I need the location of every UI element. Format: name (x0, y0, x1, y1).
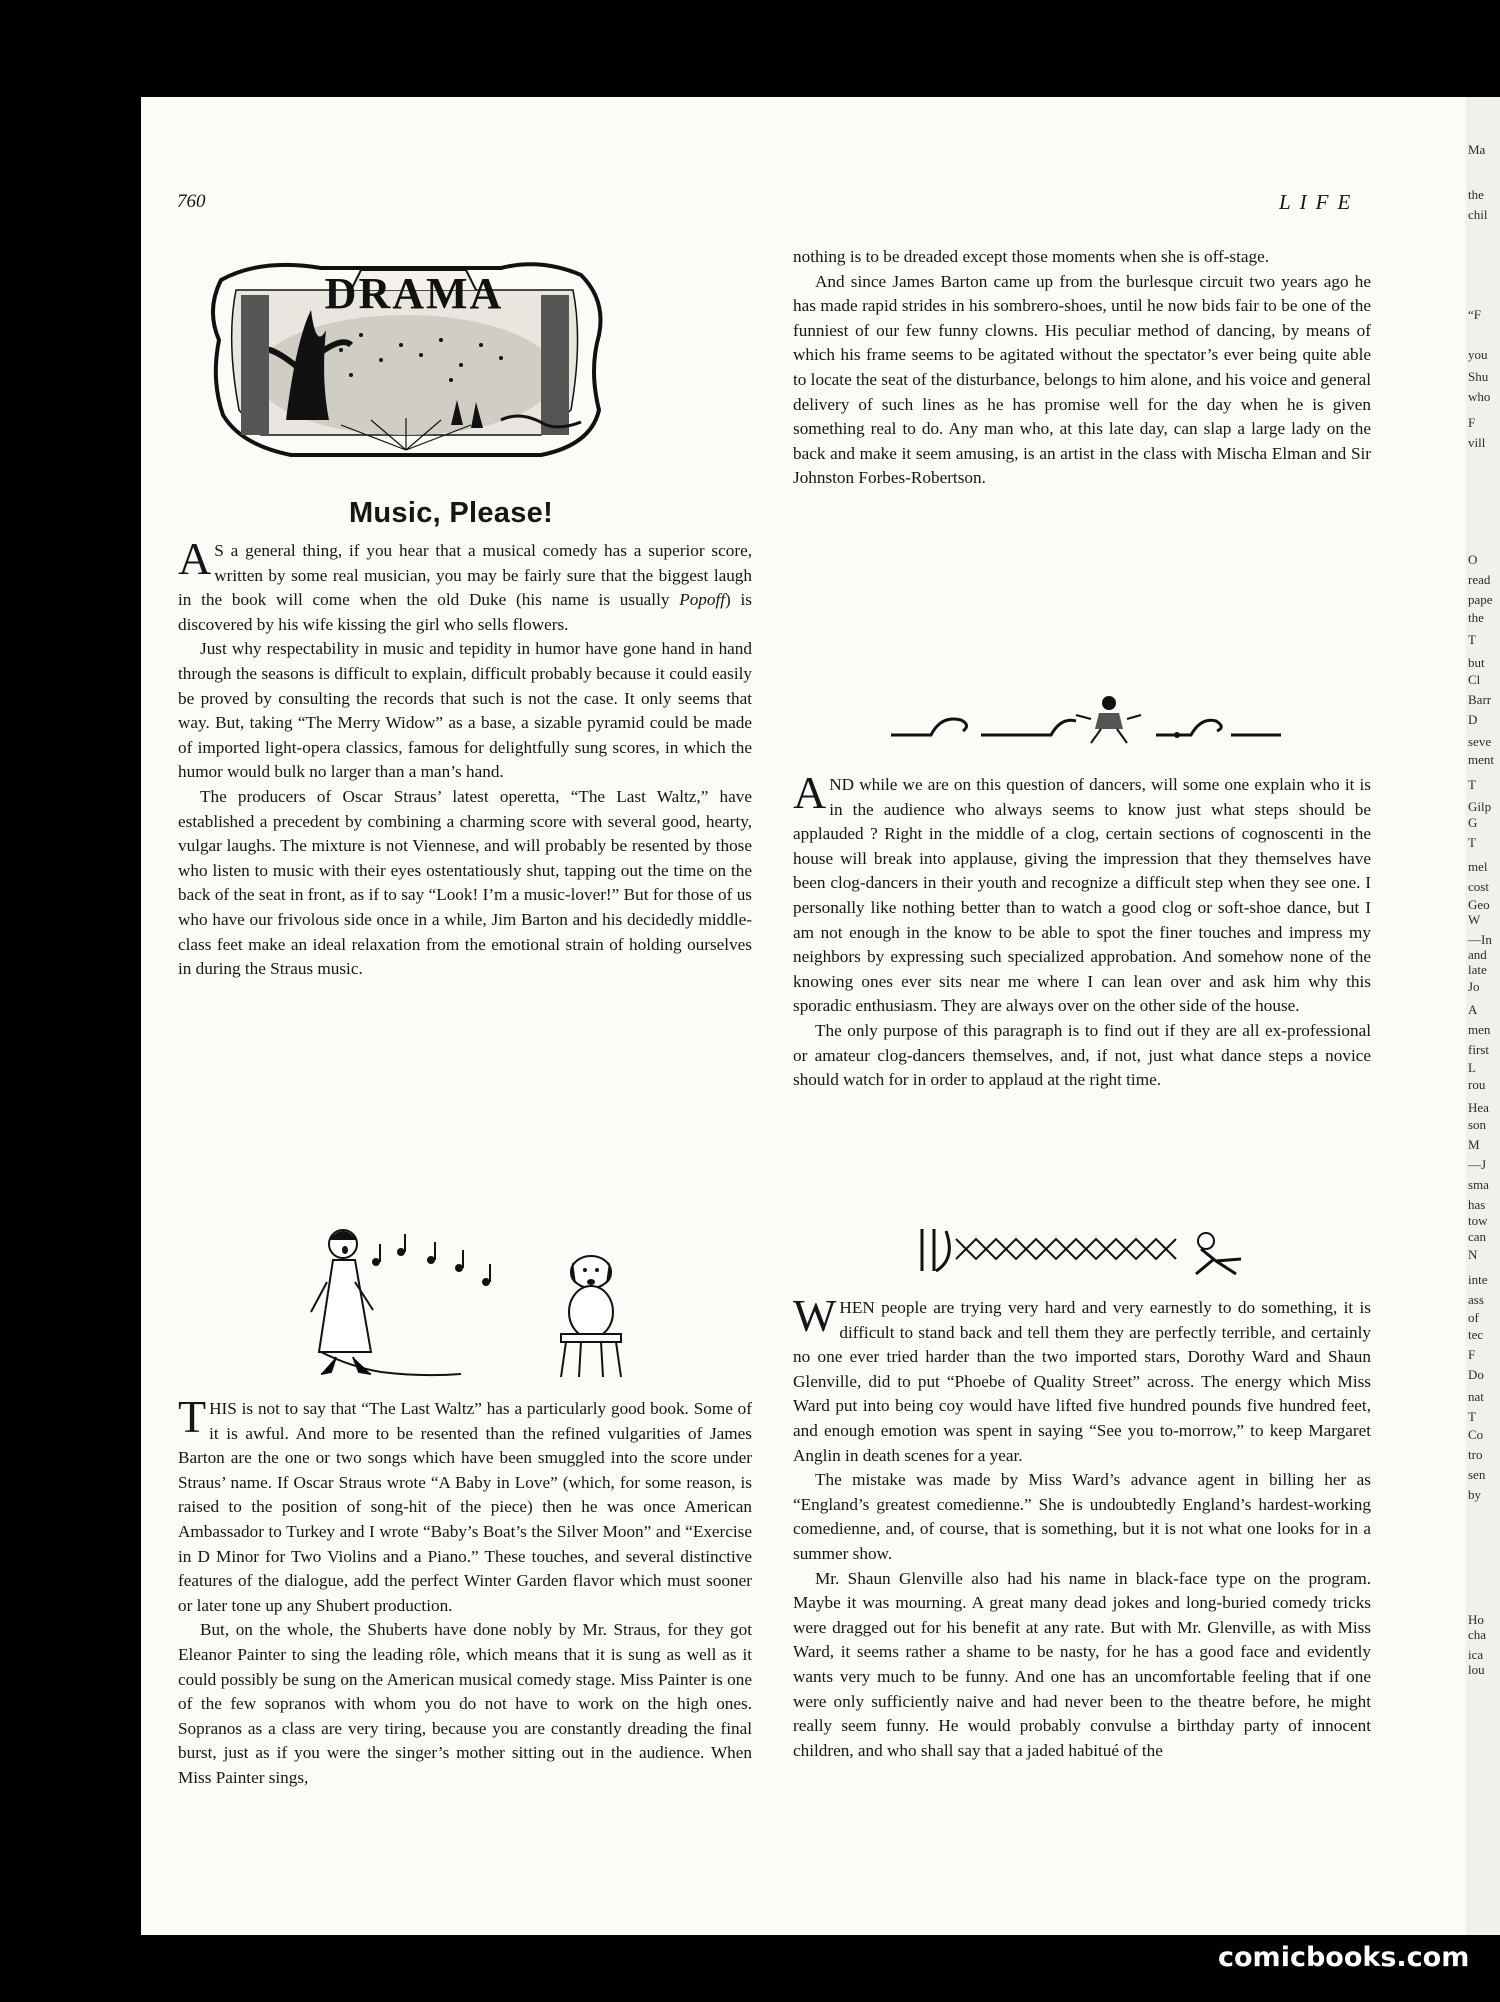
edge-fragment: F (1468, 415, 1476, 430)
edge-fragment: tec (1468, 1327, 1484, 1342)
watermark: comicbooks.com (1218, 1942, 1470, 1973)
edge-fragment: N (1468, 1247, 1478, 1262)
col2-paragraph-6: The mistake was made by Miss Ward’s advance agent in billing her as “England’s greatest comedienne.” She is undoubtedly England’s hardest-working comedienne, and, of course, that is something, but it is not what one looks for in a summer show. (793, 1470, 1371, 1563)
edge-fragment: Gilp (1468, 799, 1492, 814)
edge-fragment: cost (1468, 879, 1489, 894)
edge-fragment: can (1468, 1229, 1487, 1244)
edge-fragment: G (1468, 815, 1478, 830)
edge-fragment: Geo (1468, 897, 1490, 912)
edge-fragment: cha (1468, 1627, 1487, 1642)
edge-fragment: son (1468, 1117, 1487, 1132)
edge-fragment: and (1468, 947, 1487, 962)
edge-fragment: M (1468, 1137, 1480, 1152)
edge-fragment: has (1468, 1197, 1486, 1212)
edge-fragment: the (1468, 610, 1484, 625)
edge-fragment: Ma (1468, 142, 1486, 157)
running-head: LIFE (1279, 190, 1360, 214)
edge-fragment: A (1468, 1002, 1478, 1017)
edge-fragment: T (1468, 777, 1476, 792)
masthead-word: DRAMA (324, 269, 504, 318)
edge-fragment: Co (1468, 1427, 1484, 1442)
col1-paragraph-5: But, on the whole, the Shuberts have done nobly by Mr. Straus, for they got Eleanor Painter to sing the leading rôle, which means that it is sung as well as it could possibly be sung on the American musical comedy stage. Miss Painter is one of the few sopranos with whom you do not have to work on the high ones. Sopranos as a class are very tiring, because you are constantly dreading the final burst, just as if you were the singer’s mother sitting out in the audience. When Miss Painter sings, (178, 1620, 752, 1787)
col2-paragraph-5 (793, 1290, 1371, 1468)
edge-fragment: seve (1468, 734, 1492, 749)
drop-cap: A (793, 767, 827, 818)
emphasis: Popoff (679, 590, 726, 610)
edge-fragment: who (1468, 389, 1491, 404)
drop-cap: T (178, 1391, 207, 1442)
edge-fragment: Ho (1468, 1612, 1484, 1627)
edge-fragment: the (1468, 187, 1484, 202)
right-column (793, 245, 1371, 491)
edge-fragment: —J (1468, 1157, 1487, 1172)
edge-fragment: you (1468, 347, 1488, 362)
edge-fragment: D (1468, 712, 1478, 727)
edge-fragment: ica (1468, 1647, 1484, 1662)
edge-fragment: T (1468, 1409, 1476, 1424)
edge-fragment: vill (1468, 435, 1486, 450)
edge-fragment: read (1468, 572, 1491, 587)
edge-fragment: by (1468, 1487, 1481, 1502)
next-page-edge (1466, 97, 1500, 1935)
right-column-middle (793, 767, 1371, 1093)
edge-fragment: late (1468, 962, 1487, 977)
col2-paragraph-4: The only purpose of this paragraph is to find out if they are all ex-professional or amateur clog-dancers themselves, and, if not, just what dance steps a novice should watch for in order to applaud at the right time. (793, 1020, 1371, 1090)
edge-fragment: inte (1468, 1272, 1488, 1287)
edge-fragment: but (1468, 655, 1485, 670)
singer-and-dog-illustration (291, 1222, 631, 1382)
edge-fragment: “F (1468, 307, 1481, 322)
edge-fragment: ment (1468, 752, 1494, 767)
edge-fragment: —In (1468, 932, 1492, 947)
edge-fragment: Hea (1468, 1100, 1489, 1115)
edge-fragment: rou (1468, 1077, 1486, 1092)
dancer-ornament (891, 695, 1281, 747)
paragraph-text: ND while we are on this question of dancers, will some one explain who it is in the audience who always seems to know just what steps should be applauded ? Right in the middle of a clog, certain sections of cognoscenti in the house will break into applause, giving the impression that they themselves have been clog-dancers in their youth and recognize a difficult step when they see one. I personally like nothing better than to watch a good clog or soft-shoe dance, but I am not enough in the know to be able to spot the finer touches and impress my neighbors by expressing such specialized approbation. And somehow none of the knowing ones ever sits near me where I can lean over and ask him why this sporadic enthusiasm. They are always over on the other side of the house. (793, 775, 1371, 1016)
paragraph-text: HEN people are trying very hard and very earnestly to do something, it is difficult to stand back and tell them they are perfectly terrible, and certainly no one ever tried harder than the two imported stars, Dorothy Ward and Shaun Glenville, did to put “Phoebe of Quality Street” across. The energy which Miss Ward put into being coy would have lifted five hundred pounds five hundred feet, and enough emotion was spent in saying “See you to-morrow,” to keep Margaret Anglin in death scenes for a year. (793, 1298, 1371, 1465)
paragraph-text: HIS is not to say that “The Last Waltz” has a particularly good book. Some of it is awful. And more to be resented than the refined vulgarities of James Barton are the one or two songs which have been smuggled into the score under Straus’ name. If Oscar Straus wrote “A Baby in Love” (which, for some reason, is raised to the position of song-hit of the piece) then he was once American Ambassador to Turkey and I wrote “Baby’s Boat’s the Silver Moon” and “Exercise in D Minor for Two Violins and a Piano.” These touches, and several distinctive features of the dialogue, add the perfect Winter Garden flavor which must sooner or later tone up any Shubert production. (178, 1399, 752, 1615)
col1-paragraph-3: The producers of Oscar Straus’ latest operetta, “The Last Waltz,” have established a precedent by combining a charming score with several good, hearty, vulgar laughs. The mixture is not Viennese, and will probably be resented by those who listen to music with their eyes ostentatiously shut, tapping out the time on the back of the seat in front, as if to say “Look! I’m a music-lover!” But for those of us who have our frivolous side once in a while, Jim Barton and his decidedly middle-class feet make an ideal relaxation from the emotional strain of holding ourselves in during the Straus music. (178, 786, 752, 979)
col2-paragraph-3 (793, 767, 1371, 1019)
edge-fragment: mel (1468, 859, 1488, 874)
edge-fragment: sma (1468, 1177, 1489, 1192)
right-column-lower (793, 1290, 1371, 1763)
left-column-lower (178, 1391, 752, 1791)
drop-cap: W (793, 1290, 837, 1341)
col2-paragraph-2: And since James Barton came up from the burlesque circuit two years ago he has made rapid strides in his sombrero-shoes, until he now bids fair to be one of the funniest of our few funny clowns. His peculiar method of dancing, by means of which his frame seems to be agitated without the spectator’s ever being quite able to locate the seat of the disturbance, belongs to him alone, and his voice and general delivery of such lines as he has promise well for the day when he is given something real to do. Any man who, at this late day, can slap a large lady on the back and make it seem amusing, is an artist in the class with Mischa Elman and Sir Johnston Forbes-Robertson. (793, 271, 1371, 488)
paragraph-text: S a general thing, if you hear that a musical comedy has a superior score, written by some real musician, you may be fairly sure that the biggest laugh in the book will come when the old Duke (his name is usually Popoff) is discovered by his wife kissing the girl who sells flowers. (178, 541, 753, 634)
left-column (178, 533, 753, 982)
col1-paragraph-4 (178, 1391, 752, 1618)
edge-fragment: ass (1468, 1292, 1484, 1307)
edge-fragment: Shu (1468, 369, 1489, 384)
edge-fragment: Jo (1468, 979, 1480, 994)
edge-fragment: chil (1468, 207, 1488, 222)
edge-fragment: T (1468, 835, 1476, 850)
edge-fragment: O (1468, 552, 1478, 567)
edge-fragment: first (1468, 1042, 1489, 1057)
edge-fragment: Cl (1468, 672, 1481, 687)
edge-fragment: pape (1468, 592, 1493, 607)
drama-masthead-illustration (201, 250, 606, 465)
edge-fragment: tow (1468, 1213, 1488, 1228)
edge-fragment: Barr (1468, 692, 1492, 707)
article-title: Music, Please! (348, 497, 554, 529)
edge-fragment: lou (1468, 1662, 1485, 1677)
col2-paragraph-1: nothing is to be dreaded except those moments when she is off-stage. (793, 247, 1270, 266)
scissor-arm-ornament (916, 1219, 1256, 1281)
edge-fragment: F (1468, 1347, 1476, 1362)
edge-fragment: sen (1468, 1467, 1486, 1482)
col1-paragraph-1 (178, 533, 753, 637)
edge-fragment: Do (1468, 1367, 1484, 1382)
edge-fragment: tro (1468, 1447, 1483, 1462)
edge-fragment: nat (1468, 1389, 1484, 1404)
edge-fragment: T (1468, 632, 1476, 647)
drop-cap: A (178, 533, 212, 584)
col1-paragraph-2: Just why respectability in music and tepidity in humor have gone hand in hand through the seasons is difficult to explain, difficult probably because it could easily be proved by consulting the records that such is not the case. It only seems that way. But, taking “The Merry Widow” as a base, a sizable pyramid could be made of imported light-opera classics, famous for delightfully sung scores, in which the humor would bulk no larger than a man’s hand. (178, 639, 752, 782)
magazine-page (141, 97, 1466, 1935)
edge-fragment: L (1468, 1060, 1476, 1075)
col2-paragraph-7: Mr. Shaun Glenville also had his name in black-face type on the program. Maybe it was mourning. A great many dead jokes and long-buried comedy tricks were dragged out for his benefit at any rate. But with Mr. Glenville, as with Miss Ward, it seems rather a shame to be nasty, for he has a good face and evidently wants very much to be funny. And one has an uncomfortable feeling that if one were only sufficiently naive and had never been to the theatre before, he might really seem funny. He would probably convulse a birthday party of innocent children, and who shall say that a jaded habitué of the (793, 1568, 1371, 1760)
edge-fragment: W (1468, 912, 1481, 927)
edge-fragment: men (1468, 1022, 1491, 1037)
page-number: 760 (177, 191, 206, 212)
edge-fragment: of (1468, 1310, 1479, 1325)
